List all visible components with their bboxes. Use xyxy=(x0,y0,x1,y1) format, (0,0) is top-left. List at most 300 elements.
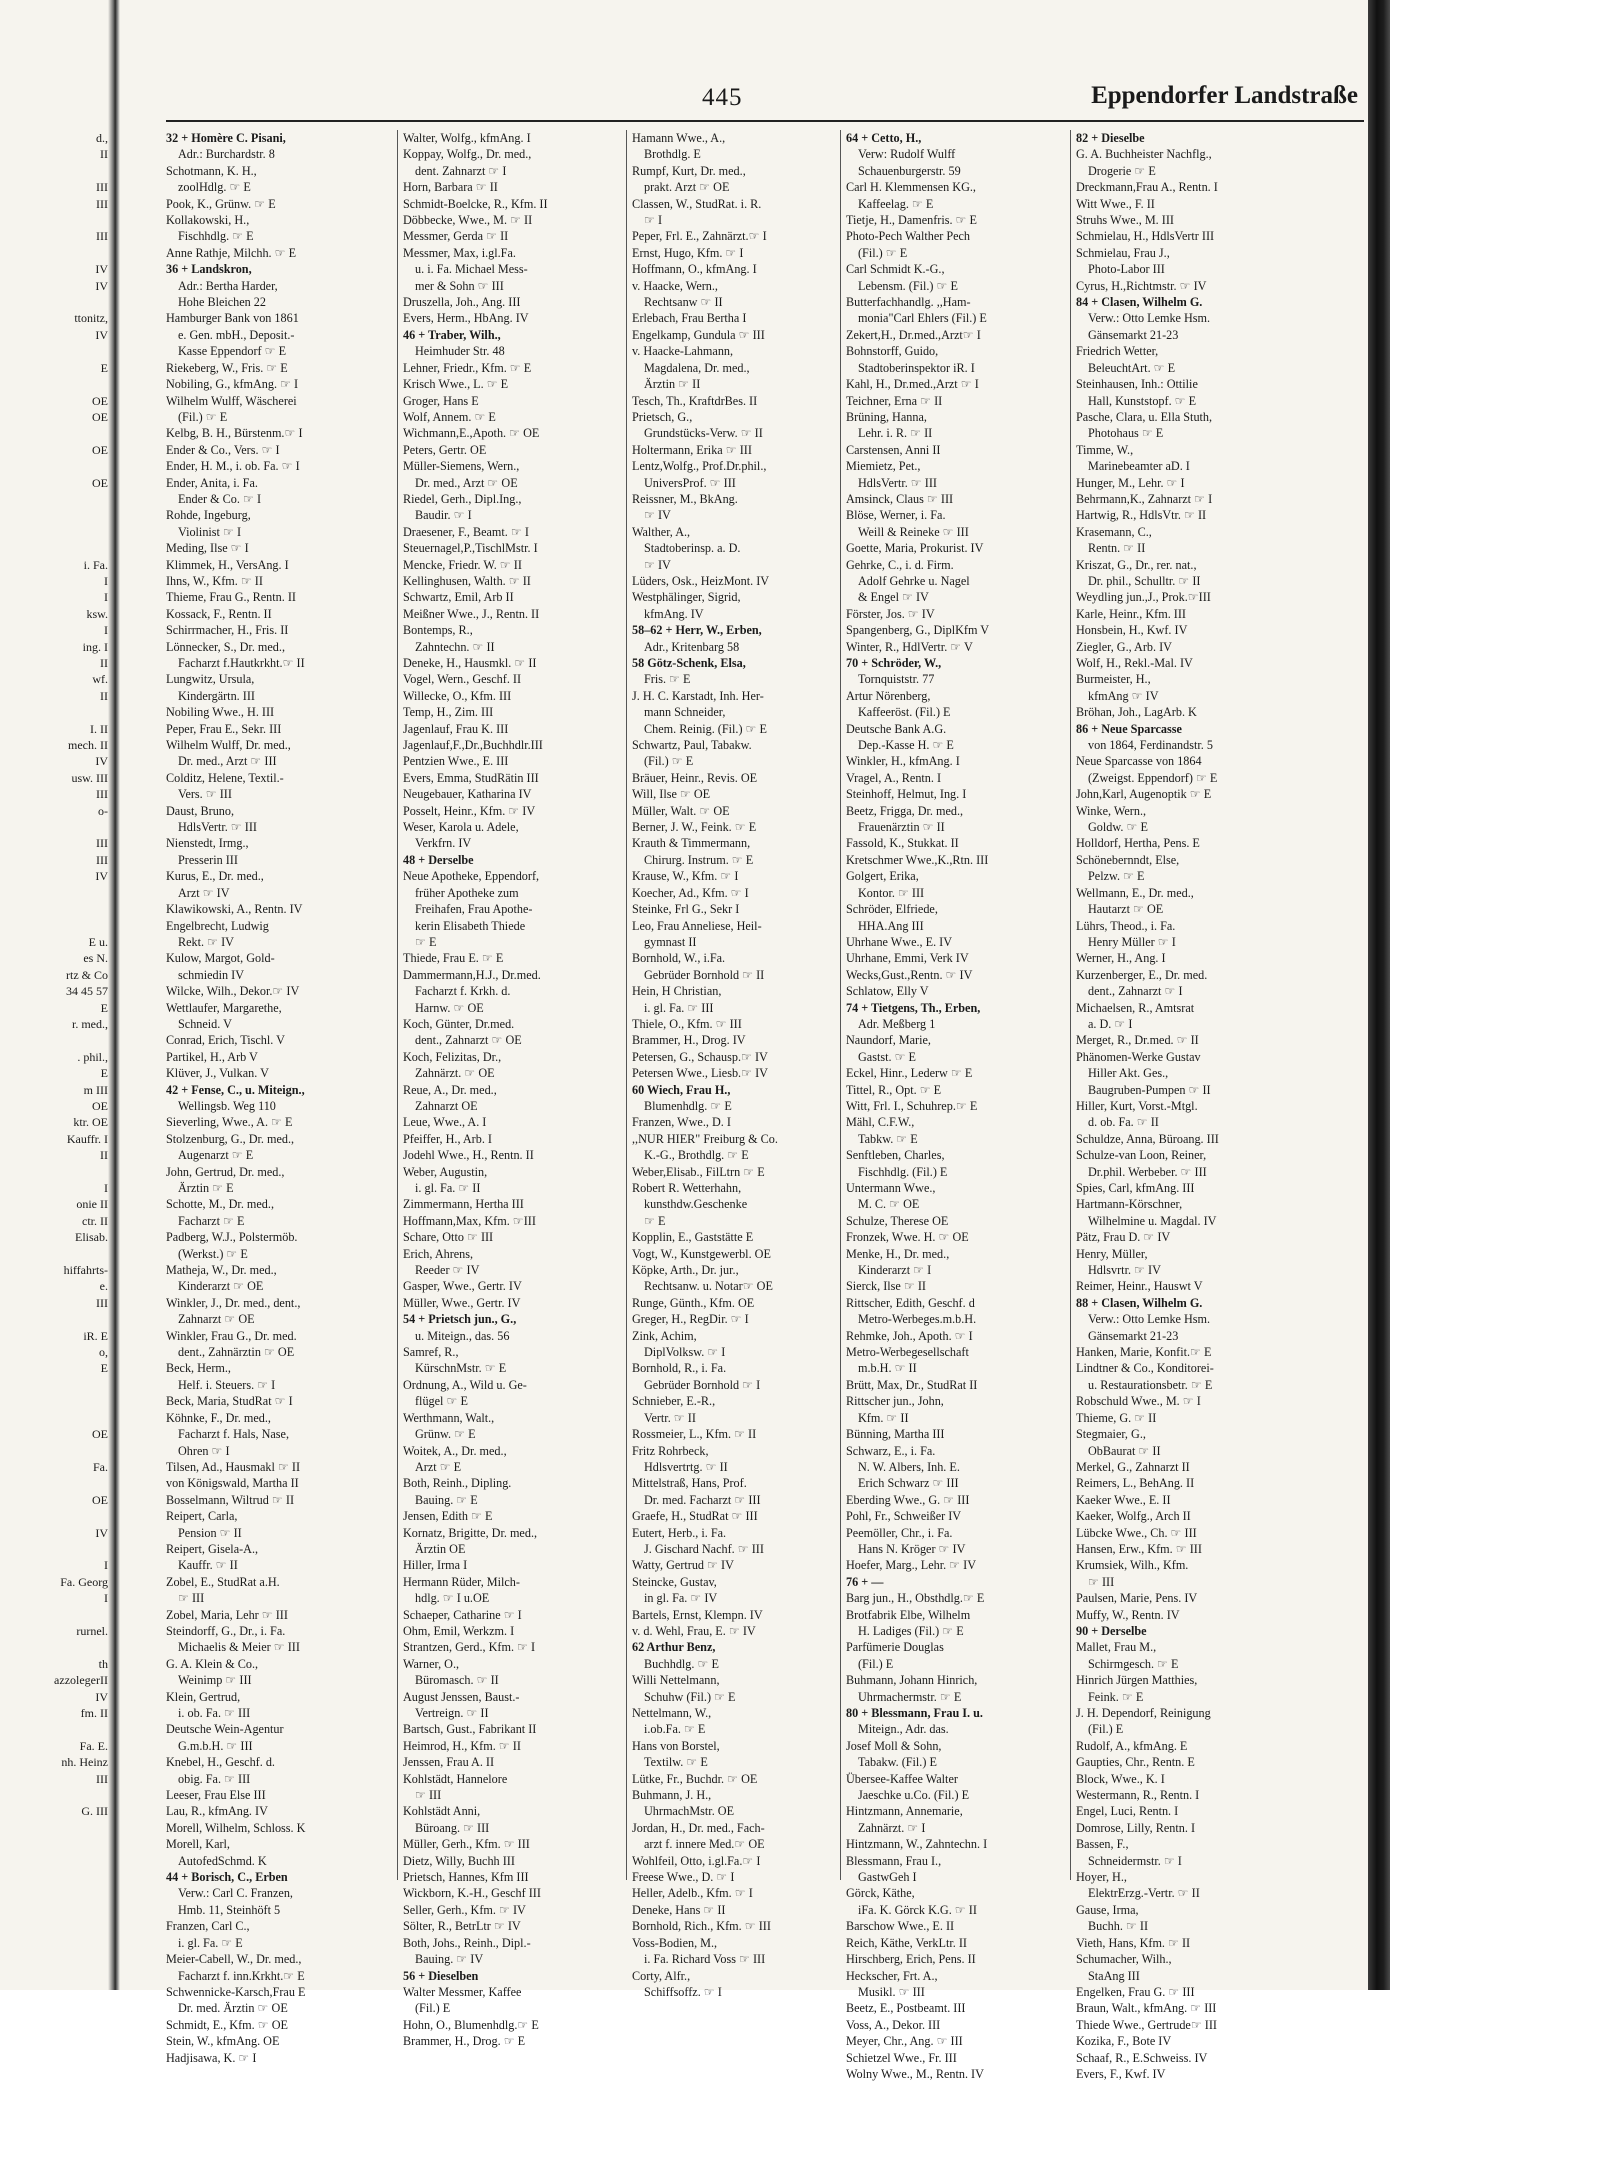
fragment-line: III xyxy=(96,1295,108,1310)
resident-entry: Willecke, O., Kfm. III xyxy=(403,688,512,703)
resident-entry: Deutsche Bank A.G. xyxy=(846,721,947,736)
resident-entry: Carl H. Klemmensen KG., xyxy=(846,180,976,195)
resident-entry: Pohl, Fr., Schweißer IV xyxy=(846,1509,962,1524)
entry-continuation: Gänsemarkt 21-23 xyxy=(1088,1328,1179,1343)
resident-entry: Meyer, Chr., Ang. ☞ III xyxy=(846,2034,963,2049)
resident-entry: Druszella, Joh., Ang. III xyxy=(403,295,521,310)
resident-entry: Holtermann, Erika ☞ III xyxy=(632,442,752,457)
fragment-line xyxy=(0,458,112,474)
fragment-line xyxy=(0,1475,112,1491)
resident-entry: Beck, Herm., xyxy=(166,1361,231,1376)
entry-continuation: HdlsVertr. ☞ III xyxy=(178,820,257,835)
resident-entry: ,,NUR HIER" Freiburg & Co. xyxy=(632,1131,778,1146)
entry-continuation: Magdalena, Dr. med., xyxy=(644,360,750,375)
entry-continuation: Bauing. ☞ IV xyxy=(415,1952,484,1967)
resident-entry: Winkler, H., kfmAng. I xyxy=(846,754,960,769)
entry-continuation: dent., Zahnarzt ☞ I xyxy=(1088,984,1183,999)
fragment-line: II xyxy=(100,1148,108,1163)
resident-entry: Beetz, Frigga, Dr. med., xyxy=(846,803,964,818)
resident-entry: Braun, Walt., kfmAng. ☞ III xyxy=(1076,2001,1217,2016)
entry-continuation: Tabkw. ☞ E xyxy=(858,1131,918,1146)
resident-entry: Kriszat, G., Dr., rer. nat., xyxy=(1076,557,1197,572)
resident-entry: Klein, Gertrud, xyxy=(166,1689,241,1704)
resident-entry: Leo, Frau Anneliese, Heil- xyxy=(632,918,762,933)
resident-entry: Steinke, Frl G., Sekr I xyxy=(632,902,740,917)
resident-entry: Willi Nettelmann, xyxy=(632,1673,720,1688)
entry-continuation: Arzt ☞ E xyxy=(415,1459,462,1474)
resident-entry: Hiller, Irma I xyxy=(403,1558,468,1573)
fragment-line xyxy=(0,294,112,310)
fragment-line xyxy=(0,1607,112,1623)
resident-entry: Robert R. Wetterhahn, xyxy=(632,1181,742,1195)
fragment-line: III xyxy=(96,836,108,851)
resident-entry: Schlatow, Elly V xyxy=(846,984,929,999)
resident-entry: Schumacher, Wilh., xyxy=(1076,1952,1172,1967)
fragment-line: OE xyxy=(92,1492,108,1507)
entry-continuation: prakt. Arzt ☞ OE xyxy=(644,180,730,195)
entry-continuation: Gastst. ☞ E xyxy=(858,1049,916,1064)
resident-entry: Bünning, Martha III xyxy=(846,1427,945,1442)
entry-continuation: Facharzt f. Hals, Nase, xyxy=(178,1427,289,1442)
resident-entry: Krumsiek, Wilh., Kfm. xyxy=(1076,1558,1189,1573)
resident-entry: Walther, A., xyxy=(632,524,691,539)
resident-entry: Lönnecker, S., Dr. med., xyxy=(166,639,285,654)
resident-entry: Pook, K., Grünw. ☞ E xyxy=(166,196,276,211)
entry-continuation: Rechtsanw ☞ II xyxy=(644,295,723,310)
entry-continuation: Schiffsoffz. ☞ I xyxy=(644,1984,722,1999)
resident-entry: Schaaf, R., E.Schweiss. IV xyxy=(1076,2050,1208,2065)
entry-continuation: KürschnMstr. ☞ E xyxy=(415,1361,507,1376)
entry-continuation: Grundstücks-Verw. ☞ II xyxy=(644,426,763,441)
entry-continuation: Musikl. ☞ III xyxy=(858,1984,925,1999)
fragment-line: o- xyxy=(98,803,108,818)
directory-column-5 xyxy=(1076,130,1282,2081)
resident-entry: Carstensen, Anni II xyxy=(846,442,941,457)
resident-entry: Brammer, H., Drog. IV xyxy=(632,1033,746,1048)
resident-entry: Klawikowski, A., Rentn. IV xyxy=(166,902,303,917)
resident-entry: Berner, J. W., Feink. ☞ E xyxy=(632,820,757,835)
fragment-line xyxy=(0,212,112,228)
resident-entry: Schwartz, Emil, Arb II xyxy=(403,590,514,605)
house-number-entry: 60 Wiech, Frau H., xyxy=(632,1082,731,1097)
entry-continuation: UniversProf. ☞ III xyxy=(644,475,736,490)
resident-entry: Will, Ilse ☞ OE xyxy=(632,787,711,802)
resident-entry: Rossmeier, L., Kfm. ☞ II xyxy=(632,1427,757,1442)
directory-column-2 xyxy=(403,130,609,2049)
resident-entry: Bartels, Ernst, Klempn. IV xyxy=(632,1607,763,1622)
resident-entry: Ihns, W., Kfm. ☞ II xyxy=(166,573,263,588)
resident-entry: Bräuer, Heinr., Revis. OE xyxy=(632,770,758,785)
resident-entry: Görck, Käthe, xyxy=(846,1886,915,1901)
resident-entry: Vragel, A., Rentn. I xyxy=(846,770,942,785)
fragment-line: OE xyxy=(92,393,108,408)
house-number-entry: 82 + Dieselbe xyxy=(1076,131,1145,145)
resident-entry: Evers, Emma, StudRätin III xyxy=(403,770,539,785)
resident-entry: Behrmann,K., Zahnarzt ☞ I xyxy=(1076,491,1213,506)
resident-entry: Hanken, Marie, Konfit.☞ E xyxy=(1076,1345,1212,1360)
resident-entry: Bröhan, Joh., LagArb. K xyxy=(1076,705,1197,720)
resident-entry: Kaeker Wwe., E. II xyxy=(1076,1492,1171,1507)
entry-continuation: Adolf Gehrke u. Nagel xyxy=(858,573,970,588)
entry-continuation: Dr. med., Arzt ☞ OE xyxy=(415,475,518,490)
fragment-line xyxy=(0,1443,112,1459)
resident-entry: Seller, Gerh., Kfm. ☞ IV xyxy=(403,1902,526,1917)
resident-entry: August Jenssen, Baust.- xyxy=(403,1689,520,1704)
entry-continuation: kerin Elisabeth Thiede xyxy=(415,918,526,933)
resident-entry: Fassold, K., Stukkat. II xyxy=(846,836,959,851)
resident-entry: Honsbein, H., Kwf. IV xyxy=(1076,623,1188,638)
resident-entry: Ender, Anita, i. Fa. xyxy=(166,475,258,490)
resident-entry: Butterfachhandlg. ,,Ham- xyxy=(846,295,971,310)
resident-entry: Jodehl Wwe., H., Rentn. II xyxy=(403,1148,534,1163)
resident-entry: Anne Rathje, Milchh. ☞ E xyxy=(166,245,297,260)
fragment-line xyxy=(0,1393,112,1409)
resident-entry: Merkel, G., Zahnarzt II xyxy=(1076,1459,1190,1474)
entry-continuation: Photo-Labor III xyxy=(1088,262,1165,277)
resident-entry: Stegmaier, G., xyxy=(1076,1427,1146,1442)
resident-entry: Cyrus, H.,Richtmstr. ☞ IV xyxy=(1076,278,1207,293)
resident-entry: Kozika, F., Bote IV xyxy=(1076,2034,1172,2049)
entry-continuation: zoolHdlg. ☞ E xyxy=(178,180,251,195)
entry-continuation: Rechtsanw. u. Notar☞ OE xyxy=(644,1279,773,1294)
entry-continuation: Tornquiststr. 77 xyxy=(858,672,935,687)
fragment-line xyxy=(0,901,112,917)
resident-entry: Mallet, Frau M., xyxy=(1076,1640,1157,1655)
resident-entry: Blöse, Werner, i. Fa. xyxy=(846,508,946,523)
resident-entry: Carl Schmidt K.-G., xyxy=(846,262,945,277)
entry-continuation: Heimhuder Str. 48 xyxy=(415,344,505,359)
entry-continuation: ☞ E xyxy=(644,1213,666,1228)
resident-entry: Ziegler, G., Arb. IV xyxy=(1076,639,1172,654)
fragment-line: II xyxy=(100,147,108,162)
resident-entry: Lüders, Osk., HeizMont. IV xyxy=(632,573,770,588)
entry-continuation: Ärztin ☞ E xyxy=(178,1181,234,1195)
fragment-line xyxy=(0,1508,112,1524)
resident-entry: Brotfabrik Elbe, Wilhelm xyxy=(846,1607,971,1622)
fragment-line: OE xyxy=(92,409,108,424)
resident-entry: Wilhelm Wulff, Dr. med., xyxy=(166,738,291,753)
entry-continuation: Vers. ☞ III xyxy=(178,787,232,802)
resident-entry: Parfümerie Douglas xyxy=(846,1640,944,1655)
resident-entry: Köpke, Arth., Dr. jur., xyxy=(632,1263,739,1278)
fragment-line: E u. xyxy=(88,934,108,949)
resident-entry: Kurus, E., Dr. med., xyxy=(166,869,264,884)
resident-entry: Schare, Otto ☞ III xyxy=(403,1230,494,1245)
entry-continuation: Hmb. 11, Steinhöft 5 xyxy=(178,1902,281,1917)
resident-entry: Sieverling, Wwe., A. ☞ E xyxy=(166,1115,293,1130)
entry-continuation: Verw.: Otto Lemke Hsm. xyxy=(1088,1312,1211,1327)
entry-continuation: Zahnarzt ☞ OE xyxy=(178,1312,255,1327)
resident-entry: Samref, R., xyxy=(403,1345,459,1360)
resident-entry: Daust, Bruno, xyxy=(166,803,235,818)
resident-entry: Meding, Ilse ☞ I xyxy=(166,541,249,556)
house-number-entry: 42 + Fense, C., u. Miteign., xyxy=(166,1082,305,1097)
entry-continuation: Zahnärzt. ☞ OE xyxy=(415,1066,495,1081)
entry-continuation: Harnw. ☞ OE xyxy=(415,1000,484,1015)
fragment-line xyxy=(0,819,112,835)
entry-continuation: Pelzw. ☞ E xyxy=(1088,869,1145,884)
entry-continuation: u. Miteign., das. 56 xyxy=(415,1328,510,1343)
fragment-line xyxy=(0,1032,112,1048)
fragment-line: I xyxy=(104,623,108,638)
entry-continuation: GastwGeh I xyxy=(858,1870,917,1885)
resident-entry: Steindorff, G., Dr., i. Fa. xyxy=(166,1623,286,1638)
resident-entry: Müller, Walt. ☞ OE xyxy=(632,803,730,818)
resident-entry: Neugebauer, Katharina IV xyxy=(403,787,532,802)
entry-continuation: & Engel ☞ IV xyxy=(858,590,929,605)
resident-entry: Wichmann,E.,Apoth. ☞ OE xyxy=(403,426,540,441)
entry-continuation: (Fil.) ☞ E xyxy=(644,754,694,769)
resident-entry: Kossack, F., Rentn. II xyxy=(166,606,272,621)
resident-entry: J. H. C. Karstadt, Inh. Her- xyxy=(632,688,764,703)
resident-entry: Hansen, Erw., Kfm. ☞ III xyxy=(1076,1541,1202,1556)
entry-continuation: dent., Zahnarzt ☞ OE xyxy=(415,1033,522,1048)
resident-entry: Sölter, R., BetrLtr ☞ IV xyxy=(403,1919,521,1934)
resident-entry: Posselt, Heinr., Kfm. ☞ IV xyxy=(403,803,536,818)
entry-continuation: Bauing. ☞ E xyxy=(415,1492,478,1507)
entry-continuation: Kontor. ☞ III xyxy=(858,885,925,900)
entry-continuation: Drogerie ☞ E xyxy=(1088,163,1156,178)
resident-entry: Schönebernndt, Else, xyxy=(1076,852,1180,867)
entry-continuation: Metro-Werbeges.m.b.H. xyxy=(858,1312,977,1327)
resident-entry: Barschow Wwe., E. II xyxy=(846,1919,955,1934)
resident-entry: Thiele, O., Kfm. ☞ III xyxy=(632,1016,742,1031)
resident-entry: Ernst, Hugo, Kfm. ☞ I xyxy=(632,245,744,260)
resident-entry: Kornatz, Brigitte, Dr. med., xyxy=(403,1525,538,1540)
entry-continuation: i. gl. Fa. ☞ III xyxy=(644,1000,714,1015)
resident-entry: Schmielau, H., HdlsVertr III xyxy=(1076,229,1215,244)
entry-continuation: Helf. i. Steuers. ☞ I xyxy=(178,1377,276,1392)
resident-entry: Pfeiffer, H., Arb. I xyxy=(403,1131,492,1146)
entry-continuation: von 1864, Ferdinandstr. 5 xyxy=(1088,738,1213,753)
resident-entry: Wolny Wwe., M., Rentn. IV xyxy=(846,2066,984,2081)
fragment-line: onie II xyxy=(76,1197,108,1212)
resident-entry: Schotmann, K. H., xyxy=(166,163,257,178)
resident-entry: Knebel, H., Geschf. d. xyxy=(166,1755,275,1770)
resident-entry: Struhs Wwe., M. III xyxy=(1076,213,1174,228)
fragment-line: d., xyxy=(96,131,108,145)
entry-continuation: i. gl. Fa. ☞ II xyxy=(415,1181,481,1195)
entry-continuation: Kinderarzt ☞ I xyxy=(858,1263,932,1278)
fragment-line: ksw. xyxy=(86,606,108,621)
resident-entry: Lütke, Fr., Buchdr. ☞ OE xyxy=(632,1771,758,1786)
fragment-line: Kauffr. I xyxy=(66,1131,108,1146)
entry-continuation: Kfm. ☞ II xyxy=(858,1410,909,1425)
resident-entry: Witt Wwe., F. II xyxy=(1076,196,1155,211)
resident-entry: Uhrhane Wwe., E. IV xyxy=(846,934,953,949)
resident-entry: Schirrmacher, H., Fris. II xyxy=(166,623,289,638)
resident-entry: Reich, Käthe, VerkLtr. II xyxy=(846,1935,967,1950)
resident-entry: Schröder, Elfriede, xyxy=(846,902,938,917)
fragment-line: OE xyxy=(92,475,108,490)
entry-continuation: d. ob. Fa. ☞ II xyxy=(1088,1115,1159,1130)
fragment-line: IV xyxy=(95,262,108,277)
resident-entry: Wilcke, Wilh., Dekor.☞ IV xyxy=(166,984,300,999)
resident-entry: Krauth & Timmermann, xyxy=(632,836,751,851)
entry-continuation: Ärztin OE xyxy=(415,1541,466,1556)
resident-entry: Gaupties, Chr., Rentn. E xyxy=(1076,1755,1195,1770)
entry-continuation: kfmAng ☞ IV xyxy=(1088,688,1159,703)
resident-entry: Rittscher, Edith, Geschf. d xyxy=(846,1295,975,1310)
fragment-line: . phil., xyxy=(77,1049,108,1064)
entry-continuation: Tabakw. (Fil.) E xyxy=(858,1755,937,1770)
resident-entry: Reue, A., Dr. med., xyxy=(403,1082,497,1097)
resident-entry: Jenssen, Frau A. II xyxy=(403,1755,495,1770)
house-number-entry: 58–62 + Herr, W., Erben, xyxy=(632,623,762,638)
resident-entry: Senftleben, Charles, xyxy=(846,1148,945,1163)
entry-continuation: Arzt ☞ IV xyxy=(178,885,230,900)
house-number-entry: 80 + Blessmann, Frau I. u. xyxy=(846,1706,983,1720)
resident-entry: Paulsen, Marie, Pens. IV xyxy=(1076,1591,1198,1606)
entry-continuation: iFa. K. Görck K.G. ☞ II xyxy=(858,1902,977,1917)
resident-entry: Lungwitz, Ursula, xyxy=(166,672,255,687)
fragment-line: o, xyxy=(99,1345,108,1360)
fragment-line: Fa. xyxy=(93,1459,108,1474)
resident-entry: Morell, Wilhelm, Schloss. K xyxy=(166,1820,306,1835)
resident-entry: Wolf, Annem. ☞ E xyxy=(403,409,496,424)
resident-entry: Josef Moll & Sohn, xyxy=(846,1738,942,1753)
fragment-line xyxy=(0,1639,112,1655)
resident-entry: Müller, Gerh., Kfm. ☞ III xyxy=(403,1837,530,1852)
resident-entry: Steinhausen, Inh.: Ottilie xyxy=(1076,377,1198,392)
fragment-line: ktr. OE xyxy=(73,1115,108,1130)
entry-continuation: Facharzt f. inn.Krkht.☞ E xyxy=(178,1968,305,1983)
entry-continuation: Augenarzt ☞ E xyxy=(178,1148,254,1163)
entry-continuation: Verkfrn. IV xyxy=(415,836,472,851)
resident-entry: Witt, Frl. I., Schuhrep.☞ E xyxy=(846,1098,978,1113)
resident-entry: Buhmann, Johann Hinrich, xyxy=(846,1673,978,1688)
house-number-entry: 90 + Derselbe xyxy=(1076,1623,1147,1638)
entry-continuation: Blumenhdlg. ☞ E xyxy=(644,1098,732,1113)
fragment-line xyxy=(0,1311,112,1327)
resident-entry: Warner, O., xyxy=(403,1656,460,1671)
resident-entry: Peemöller, Chr., i. Fa. xyxy=(846,1525,953,1540)
resident-entry: Goette, Maria, Prokurist. IV xyxy=(846,541,984,556)
entry-continuation: u. Restaurationsbetr. ☞ E xyxy=(1088,1377,1213,1392)
resident-entry: Deneke, Hans ☞ II xyxy=(632,1902,726,1917)
resident-entry: Wettlaufer, Margarethe, xyxy=(166,1000,282,1015)
resident-entry: Thieme, G. ☞ II xyxy=(1076,1410,1157,1425)
resident-entry: Zobel, E., StudRat a.H. xyxy=(166,1574,280,1589)
entry-continuation: UhrmachMstr. OE xyxy=(644,1804,735,1819)
entry-continuation: Michaelis & Meier ☞ III xyxy=(178,1640,300,1655)
resident-entry: Horn, Barbara ☞ II xyxy=(403,180,498,195)
resident-entry: Winkler, J., Dr. med., dent., xyxy=(166,1295,301,1310)
fragment-line: ttonitz, xyxy=(74,311,108,326)
fragment-line xyxy=(0,885,112,901)
resident-entry: Lau, R., kfmAng. IV xyxy=(166,1804,268,1819)
resident-entry: Domrose, Lilly, Rentn. I xyxy=(1076,1820,1196,1835)
entry-continuation: Hdlsvrtr. ☞ IV xyxy=(1088,1263,1161,1278)
fragment-line: th xyxy=(98,1656,108,1671)
resident-entry: Bassen, F., xyxy=(1076,1837,1129,1852)
entry-continuation: Pension ☞ II xyxy=(178,1525,242,1540)
resident-entry: Vogt, W., Kunstgewerbl. OE xyxy=(632,1246,771,1261)
entry-continuation: (Fil.) E xyxy=(858,1656,894,1671)
entry-continuation: ☞ III xyxy=(415,1788,442,1803)
entry-continuation: Lehr. i. R. ☞ II xyxy=(858,426,933,441)
resident-entry: Winkler, Frau G., Dr. med. xyxy=(166,1328,297,1343)
resident-entry: Prietsch, Hannes, Kfm III xyxy=(403,1870,529,1885)
resident-entry: Walter Messmer, Kaffee xyxy=(403,1984,522,1999)
resident-entry: Jagenlauf,F.,Dr.,Buchhdlr.III xyxy=(403,738,543,753)
entry-continuation: schmiedin IV xyxy=(178,967,245,982)
house-number-entry: 36 + Landskron, xyxy=(166,262,252,277)
house-number-entry: 46 + Traber, Wilh., xyxy=(403,327,501,342)
resident-entry: Kollakowski, H., xyxy=(166,213,250,228)
entry-continuation: Ender & Co. ☞ I xyxy=(178,491,262,506)
fragment-line xyxy=(0,245,112,261)
resident-entry: Pentzien Wwe., E. III xyxy=(403,754,509,769)
resident-entry: Hiller, Kurt, Vorst.-Mtgl. xyxy=(1076,1098,1198,1113)
resident-entry: Evers, Herm., HbAng. IV xyxy=(403,311,529,326)
entry-continuation: (Zweigst. Eppendorf) ☞ E xyxy=(1088,770,1218,785)
resident-entry: Döbbecke, Wwe., M. ☞ II xyxy=(403,213,533,228)
fragment-line xyxy=(0,1377,112,1393)
fragment-line: rurnel. xyxy=(76,1623,108,1638)
resident-entry: Kohlstädt, Hannelore xyxy=(403,1771,508,1786)
column-separator xyxy=(1070,130,1071,1880)
entry-continuation: Lebensm. (Fil.) ☞ E xyxy=(858,278,958,293)
fragment-line: I. II xyxy=(90,721,108,736)
resident-entry: Kelbg, B. H., Bürstenm.☞ I xyxy=(166,426,303,441)
resident-entry: Heller, Adelb., Kfm. ☞ I xyxy=(632,1886,753,1901)
fragment-line: II xyxy=(100,656,108,670)
resident-entry: Bohnstorff, Guido, xyxy=(846,344,939,359)
entry-continuation: Chirurg. Instrum. ☞ E xyxy=(644,852,754,867)
resident-entry: Reissner, M., BkAng. xyxy=(632,491,738,506)
resident-entry: Wohlfeil, Otto, i.gl.Fa.☞ I xyxy=(632,1853,761,1868)
resident-entry: Hintzmann, Annemarie, xyxy=(846,1804,963,1819)
resident-entry: Evers, F., Kwf. IV xyxy=(1076,2066,1166,2081)
resident-entry: Erich, Ahrens, xyxy=(403,1246,474,1261)
entry-continuation: Verw.: Otto Lemke Hsm. xyxy=(1088,311,1211,326)
fragment-line: OE xyxy=(92,442,108,457)
resident-entry: Buhmann, J. H., xyxy=(632,1788,712,1803)
resident-entry: Bontemps, R., xyxy=(403,623,473,638)
resident-entry: Weber, Augustin, xyxy=(403,1164,488,1179)
entry-continuation: Wellingsb. Weg 110 xyxy=(178,1098,276,1113)
fragment-line: III xyxy=(96,852,108,867)
resident-entry: Thiede Wwe., Gertrude☞ III xyxy=(1076,2017,1217,2032)
resident-entry: Schulze, Therese OE xyxy=(846,1213,949,1228)
resident-entry: Gasper, Wwe., Gertr. IV xyxy=(403,1279,522,1294)
fragment-line xyxy=(0,918,112,934)
entry-continuation: Rekt. ☞ IV xyxy=(178,934,234,949)
fragment-line: hiffahrts- xyxy=(63,1263,108,1278)
fragment-line: I xyxy=(104,590,108,605)
fragment-line: OE xyxy=(92,1427,108,1442)
resident-entry: Steinhoff, Helmut, Ing. I xyxy=(846,787,967,802)
resident-entry: Matheja, W., Dr. med., xyxy=(166,1263,277,1278)
resident-entry: Golgert, Erika, xyxy=(846,869,919,884)
fragment-line: es N. xyxy=(83,951,108,966)
resident-entry: von Königswald, Martha II xyxy=(166,1476,299,1491)
resident-entry: Reimers, L., BehAng. II xyxy=(1076,1476,1195,1491)
fragment-line: azzolegerII xyxy=(54,1673,108,1688)
resident-entry: Heimrod, H., Kfm. ☞ II xyxy=(403,1738,521,1753)
resident-entry: Classen, W., StudRat. i. R. xyxy=(632,196,762,211)
column-separator xyxy=(397,130,398,1880)
resident-entry: Riekeberg, W., Fris. ☞ E xyxy=(166,360,288,375)
resident-entry: Vogel, Wern., Geschf. II xyxy=(403,672,522,687)
fragment-line: Fa. Georg xyxy=(60,1574,108,1589)
resident-entry: Übersee-Kaffee Walter xyxy=(846,1771,958,1786)
resident-entry: Schnieber, E.-R., xyxy=(632,1394,716,1409)
entry-continuation: AutofedSchmd. K xyxy=(178,1853,267,1868)
fragment-line xyxy=(0,1410,112,1426)
entry-continuation: Dep.-Kasse H. ☞ E xyxy=(858,738,954,753)
